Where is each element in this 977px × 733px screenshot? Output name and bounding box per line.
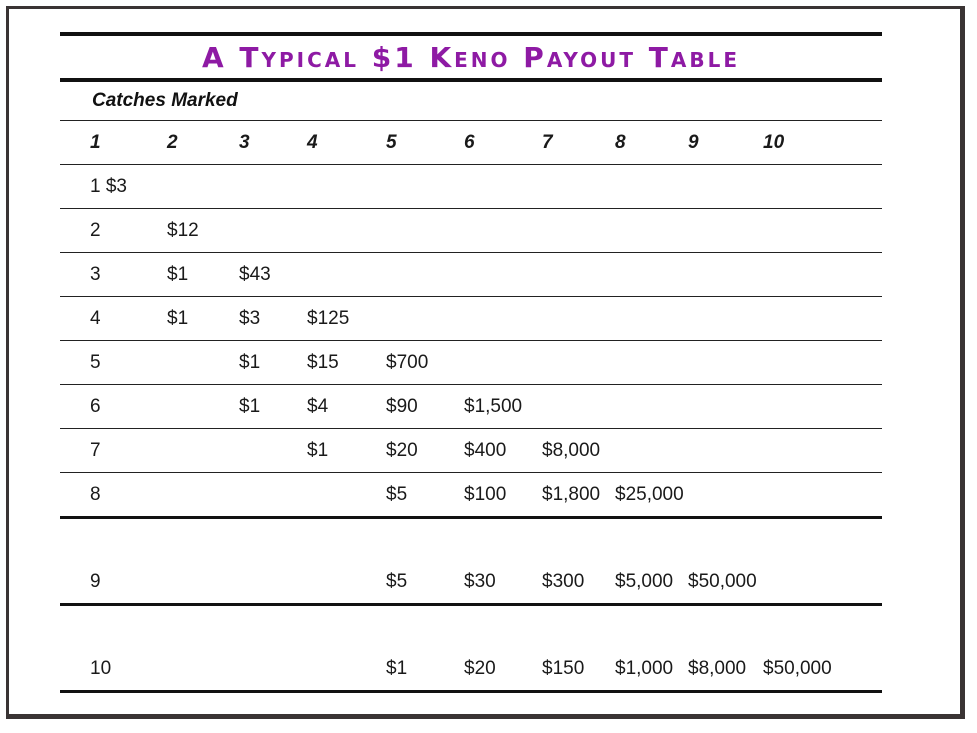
- table-body: [60, 165, 882, 693]
- payout-cell: $5: [386, 484, 408, 505]
- table-row: [60, 297, 882, 340]
- payout-cell: $4: [307, 396, 329, 417]
- payout-cell: $125: [307, 308, 350, 329]
- payout-cell: $15: [307, 352, 339, 373]
- payout-cell: $150: [542, 658, 585, 679]
- row-label: 1: [90, 176, 101, 197]
- payout-cell: $1,500: [464, 396, 523, 417]
- payout-cell: $700: [386, 352, 429, 373]
- table-title: A Typical $1 Keno Payout Table: [201, 40, 741, 74]
- payout-cell: $400: [464, 440, 507, 461]
- payout-cell: $1,800: [542, 484, 601, 505]
- payout-cell: $12: [167, 220, 199, 241]
- payout-cell: $90: [386, 396, 418, 417]
- row-label: 3: [90, 264, 101, 285]
- payout-cell: $5: [386, 571, 408, 592]
- header-cell: 5: [386, 132, 397, 153]
- row-label: 4: [90, 308, 101, 329]
- table-row: [60, 165, 882, 208]
- header-cell: 8: [615, 132, 626, 153]
- table-caption: Catches Marked: [92, 90, 238, 111]
- payout-cell: $8,000: [542, 440, 601, 461]
- table-row: [60, 473, 882, 516]
- payout-cell: $25,000: [615, 484, 684, 505]
- payout-cell: $1: [307, 440, 329, 461]
- payout-cell: $20: [386, 440, 418, 461]
- payout-cell: $3: [239, 308, 261, 329]
- title-row: [60, 36, 882, 78]
- table-row: [60, 606, 882, 690]
- row-label: 8: [90, 484, 101, 505]
- header-row: [60, 121, 882, 164]
- payout-cell: $1: [167, 308, 189, 329]
- row-label: 9: [90, 571, 101, 592]
- header-cell: 7: [542, 132, 553, 153]
- table-row: [60, 341, 882, 384]
- row-label: 6: [90, 396, 101, 417]
- payout-cell: $8,000: [688, 658, 747, 679]
- header-cell: 4: [307, 132, 318, 153]
- payout-cell: $50,000: [763, 658, 832, 679]
- header-cell: 1: [90, 132, 101, 153]
- payout-cell: $5,000: [615, 571, 674, 592]
- payout-table: [60, 32, 882, 693]
- table-row: [60, 253, 882, 296]
- header-cell: 2: [167, 132, 178, 153]
- header-cell: 9: [688, 132, 699, 153]
- payout-cell: $43: [239, 264, 271, 285]
- table-row: [60, 209, 882, 252]
- payout-cell: $1: [386, 658, 408, 679]
- payout-cell: $1: [239, 352, 261, 373]
- header-cell: 10: [763, 132, 785, 153]
- payout-cell: $300: [542, 571, 585, 592]
- row-label: 7: [90, 440, 101, 461]
- payout-cell: $1,000: [615, 658, 674, 679]
- header-cell: 6: [464, 132, 475, 153]
- row-rule: [60, 690, 882, 693]
- payout-cell: $1: [239, 396, 261, 417]
- payout-cell: $30: [464, 571, 496, 592]
- payout-cell: $100: [464, 484, 507, 505]
- payout-cell: $50,000: [688, 571, 757, 592]
- table-row: [60, 519, 882, 603]
- table-row: [60, 429, 882, 472]
- payout-cell: $1: [167, 264, 189, 285]
- payout-cell: $20: [464, 658, 496, 679]
- row-label: 2: [90, 220, 101, 241]
- row-label: 5: [90, 352, 101, 373]
- row-label: 10: [90, 658, 112, 679]
- payout-cell: $3: [105, 176, 127, 197]
- header-cell: 3: [239, 132, 250, 153]
- row-label-cell: [90, 165, 127, 208]
- table-row: [60, 385, 882, 428]
